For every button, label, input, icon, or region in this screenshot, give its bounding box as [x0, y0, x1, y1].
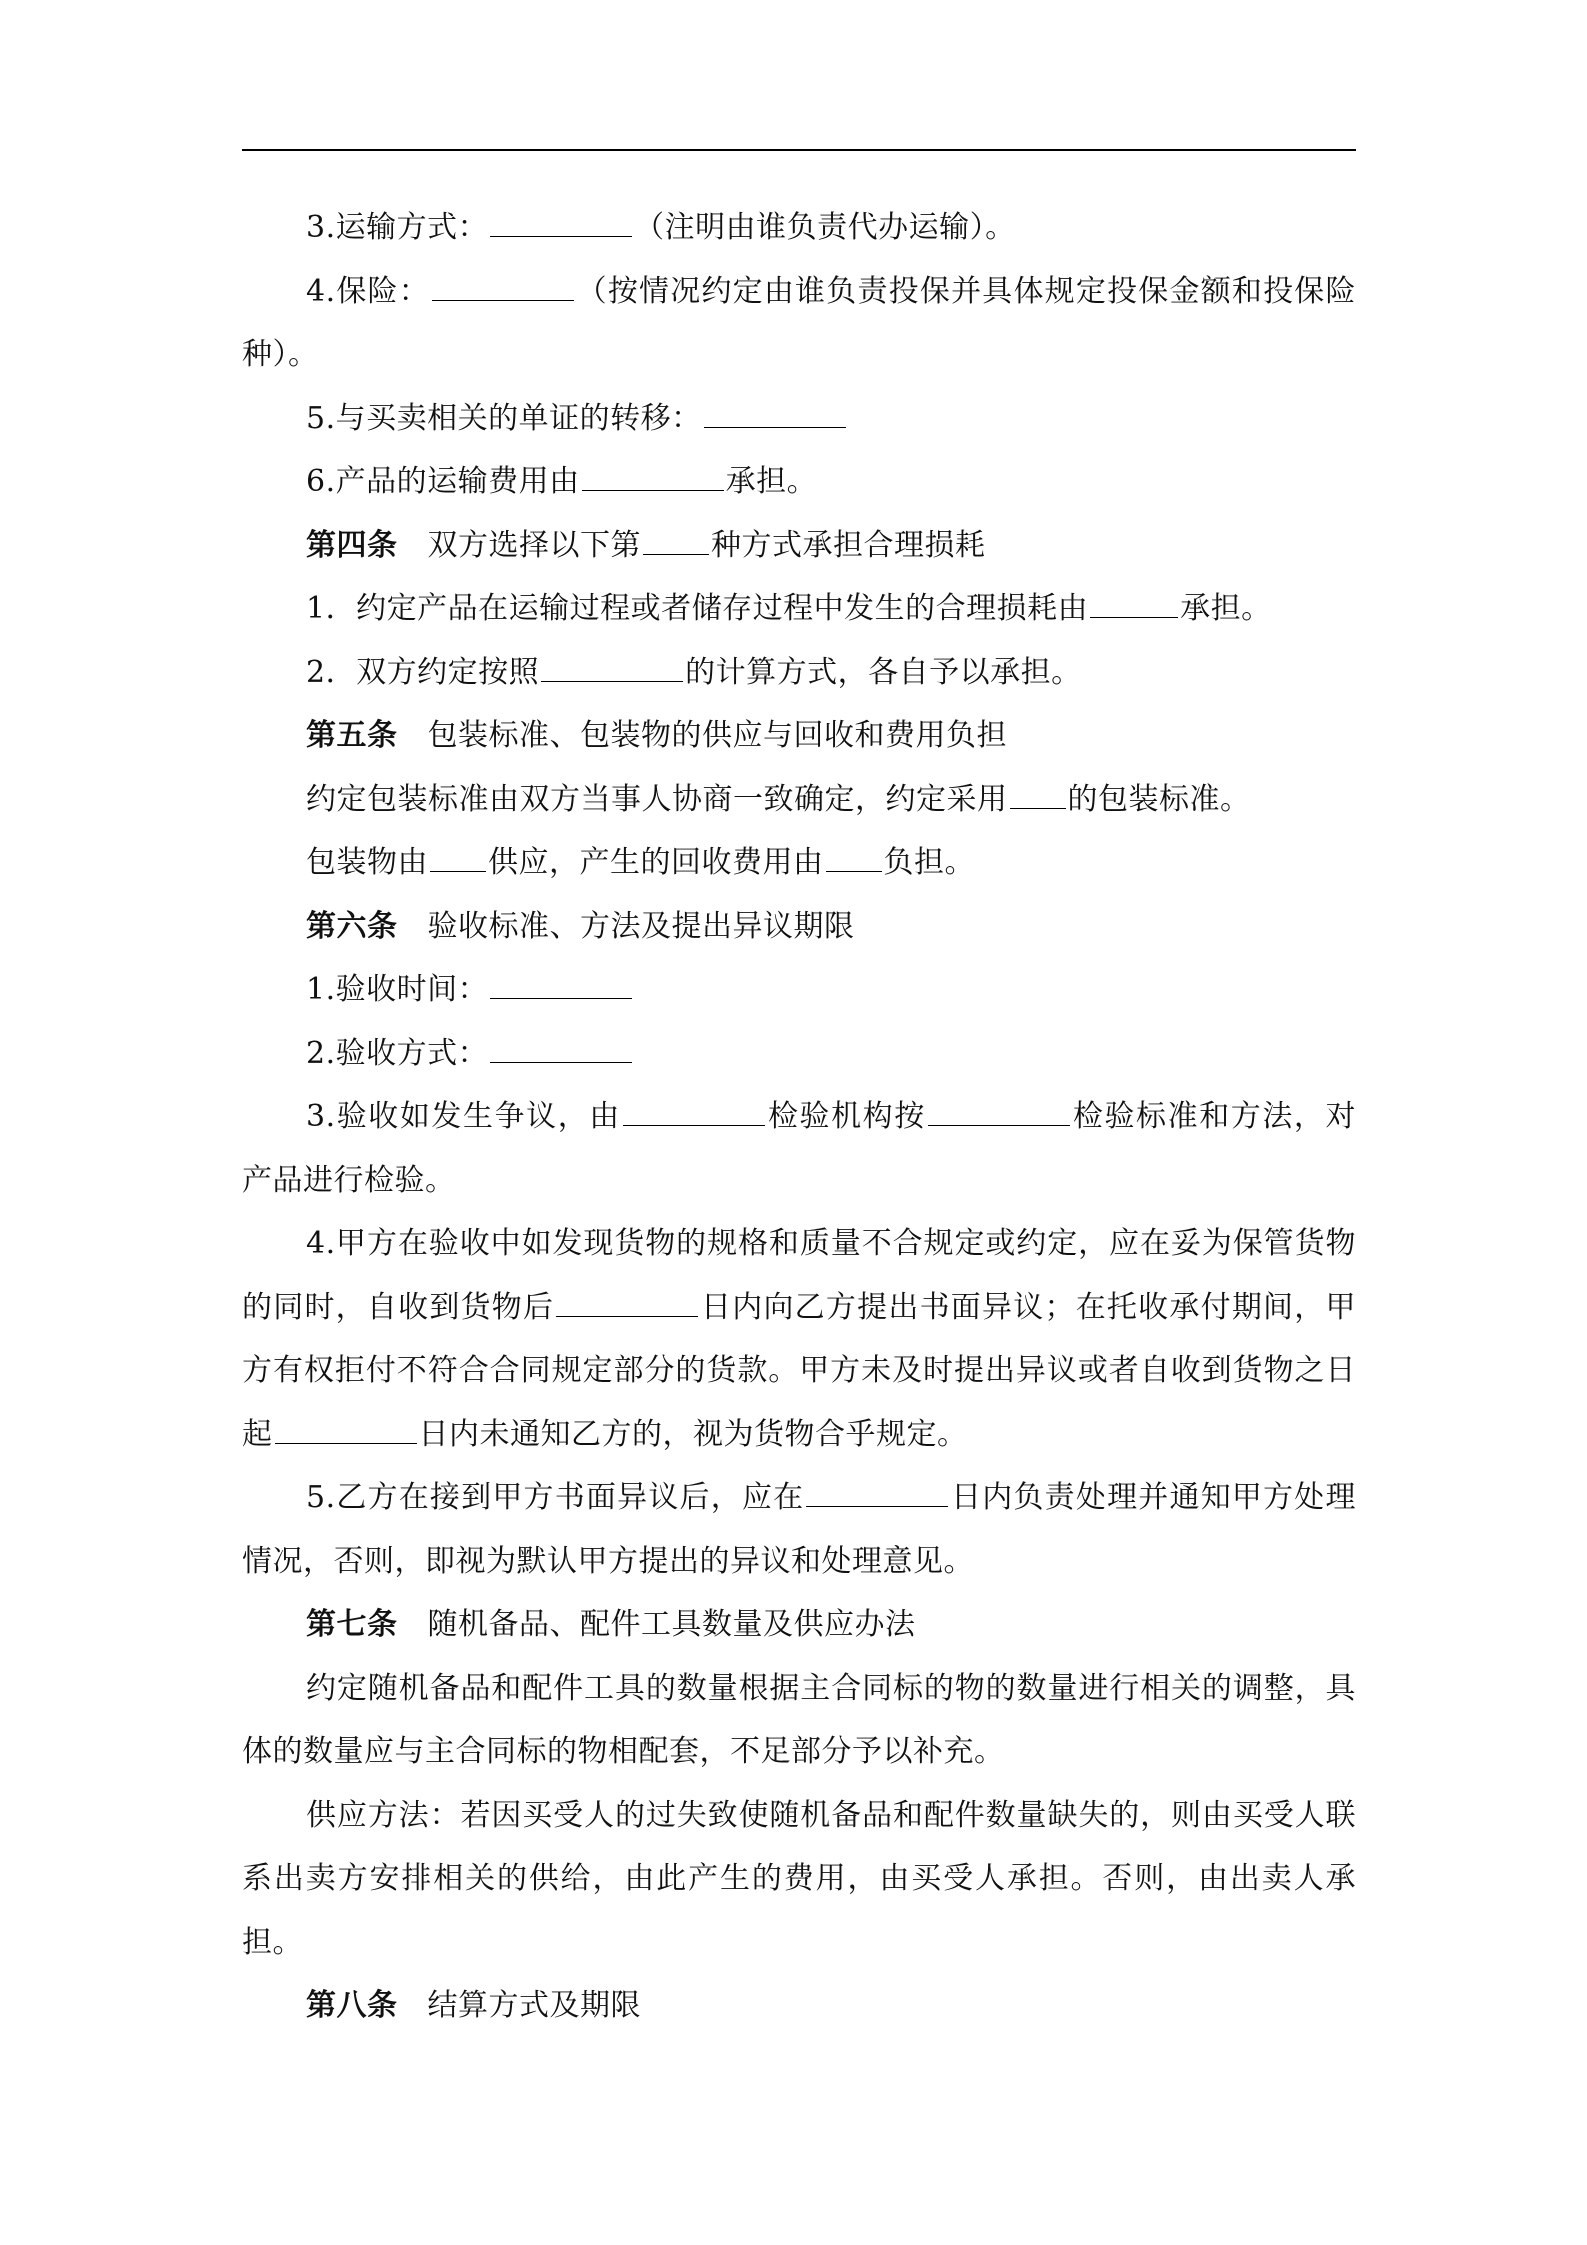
text-segment: 4.甲方在验收中如发现货物的规格和质量不合规定或约定，应在妥为保管货物的同时，自收到货物后 — [242, 1226, 1356, 1325]
header-rule — [242, 149, 1356, 151]
text-segment: 5.乙方在接到甲方书面异议后，应在 — [306, 1480, 805, 1515]
paragraph-p19 — [242, 1784, 1356, 1975]
fill-in-blank[interactable] — [704, 401, 846, 428]
paragraph-p12 — [242, 958, 1356, 1022]
paragraph-p3 — [242, 387, 1356, 451]
fill-in-blank[interactable] — [432, 274, 574, 301]
text-segment: 约定包装标准由双方当事人协商一致确定，约定采用 — [306, 781, 1008, 817]
text-segment: 1.验收时间： — [306, 972, 489, 1007]
text-segment: 承担。 — [725, 464, 818, 499]
paragraph-p9 — [242, 768, 1356, 832]
text-segment: 日内向乙方提出书面异议；在托收承付期间，甲方有权拒付不符合合同规定部分的货款。甲方未及时提出异议或者自收到货物之日起 — [242, 1289, 1357, 1452]
fill-in-blank[interactable] — [826, 845, 882, 872]
text-segment: 的包装标准。 — [1067, 781, 1251, 817]
fill-in-blank[interactable] — [806, 1480, 948, 1507]
fill-in-blank[interactable] — [928, 1099, 1070, 1126]
document-body — [242, 196, 1356, 2038]
fill-in-blank[interactable] — [490, 210, 632, 237]
text-segment: （按情况约定由谁负责投保并具体规定投保金额和投保险种）。 — [242, 273, 1357, 372]
text-segment: 负担。 — [883, 845, 975, 880]
text-segment: 日内未通知乙方的，视为货物合乎规定。 — [418, 1416, 968, 1452]
text-segment: 包装标准、包装物的供应与回收和费用负担 — [427, 718, 1007, 753]
paragraph-p16 — [242, 1466, 1356, 1593]
article-heading: 第七条 — [306, 1607, 398, 1642]
fill-in-blank[interactable] — [1090, 591, 1178, 618]
paragraph-p15 — [242, 1212, 1356, 1466]
text-segment: 供应方法：若因买受人的过失致使随机备品和配件数量缺失的，则由买受人联系出卖方安排相关的供给，由此产生的费用，由买受人承担。否则，由出卖人承担。 — [242, 1797, 1356, 1960]
paragraph-p13 — [242, 1022, 1356, 1086]
fill-in-blank[interactable] — [275, 1417, 417, 1444]
fill-in-blank[interactable] — [1010, 782, 1066, 809]
text-segment: 检验标准和方法，对产品进行检验。 — [242, 1099, 1357, 1198]
paragraph-p7 — [242, 641, 1356, 705]
fill-in-blank[interactable] — [490, 1036, 632, 1063]
paragraph-p8 — [242, 704, 1356, 768]
text-segment: （注明由谁负责代办运输）。 — [634, 210, 1016, 245]
text-segment: 随机备品、配件工具数量及供应办法 — [427, 1607, 916, 1642]
fill-in-blank[interactable] — [541, 655, 683, 682]
text-segment: 5.与买卖相关的单证的转移： — [306, 400, 702, 436]
text-segment: 2.验收方式： — [306, 1035, 489, 1071]
paragraph-p14 — [242, 1085, 1356, 1212]
article-heading: 第四条 — [306, 527, 398, 563]
fill-in-blank[interactable] — [430, 845, 486, 872]
paragraph-p5 — [242, 514, 1356, 578]
paragraph-p18 — [242, 1657, 1356, 1784]
fill-in-blank[interactable] — [582, 464, 724, 491]
article-heading: 第五条 — [306, 718, 398, 753]
fill-in-blank[interactable] — [556, 1290, 698, 1317]
text-segment: 3.验收如发生争议，由 — [306, 1099, 621, 1134]
paragraph-p17 — [242, 1593, 1356, 1657]
text-segment: 3.运输方式： — [306, 210, 489, 245]
text-segment: 4.保险： — [306, 273, 430, 309]
text-segment: 的计算方式，各自予以承担。 — [685, 654, 1082, 690]
paragraph-p2 — [242, 260, 1356, 387]
paragraph-p11 — [242, 895, 1356, 959]
text-segment: 验收标准、方法及提出异议期限 — [427, 908, 855, 944]
fill-in-blank[interactable] — [490, 972, 632, 999]
text-segment: 供应，产生的回收费用由 — [488, 845, 824, 880]
paragraph-p10 — [242, 831, 1356, 895]
text-segment: 承担。 — [1180, 591, 1272, 626]
text-segment: 结算方式及期限 — [427, 1988, 641, 2023]
paragraph-p6 — [242, 577, 1356, 641]
text-segment: 日内负责处理并通知甲方处理情况，否则，即视为默认甲方提出的异议和处理意见。 — [242, 1480, 1357, 1579]
text-segment: 2．双方约定按照 — [306, 654, 540, 690]
article-heading: 第六条 — [306, 908, 398, 944]
paragraph-p20 — [242, 1974, 1356, 2038]
paragraph-p4 — [242, 450, 1356, 514]
text-segment: 约定随机备品和配件工具的数量根据主合同标的物的数量进行相关的调整，具体的数量应与主合同标的物相配套，不足部分予以补充。 — [242, 1670, 1356, 1769]
article-heading: 第八条 — [306, 1988, 398, 2023]
text-segment: 1．约定产品在运输过程或者储存过程中发生的合理损耗由 — [306, 591, 1089, 626]
text-segment: 包装物由 — [306, 845, 428, 880]
text-segment: 种方式承担合理损耗 — [711, 527, 986, 563]
fill-in-blank[interactable] — [623, 1099, 765, 1126]
paragraph-p1 — [242, 196, 1356, 260]
text-segment: 检验机构按 — [766, 1099, 926, 1134]
text-segment: 双方选择以下第 — [427, 527, 641, 563]
fill-in-blank[interactable] — [643, 528, 709, 555]
text-segment: 6.产品的运输费用由 — [306, 464, 580, 499]
